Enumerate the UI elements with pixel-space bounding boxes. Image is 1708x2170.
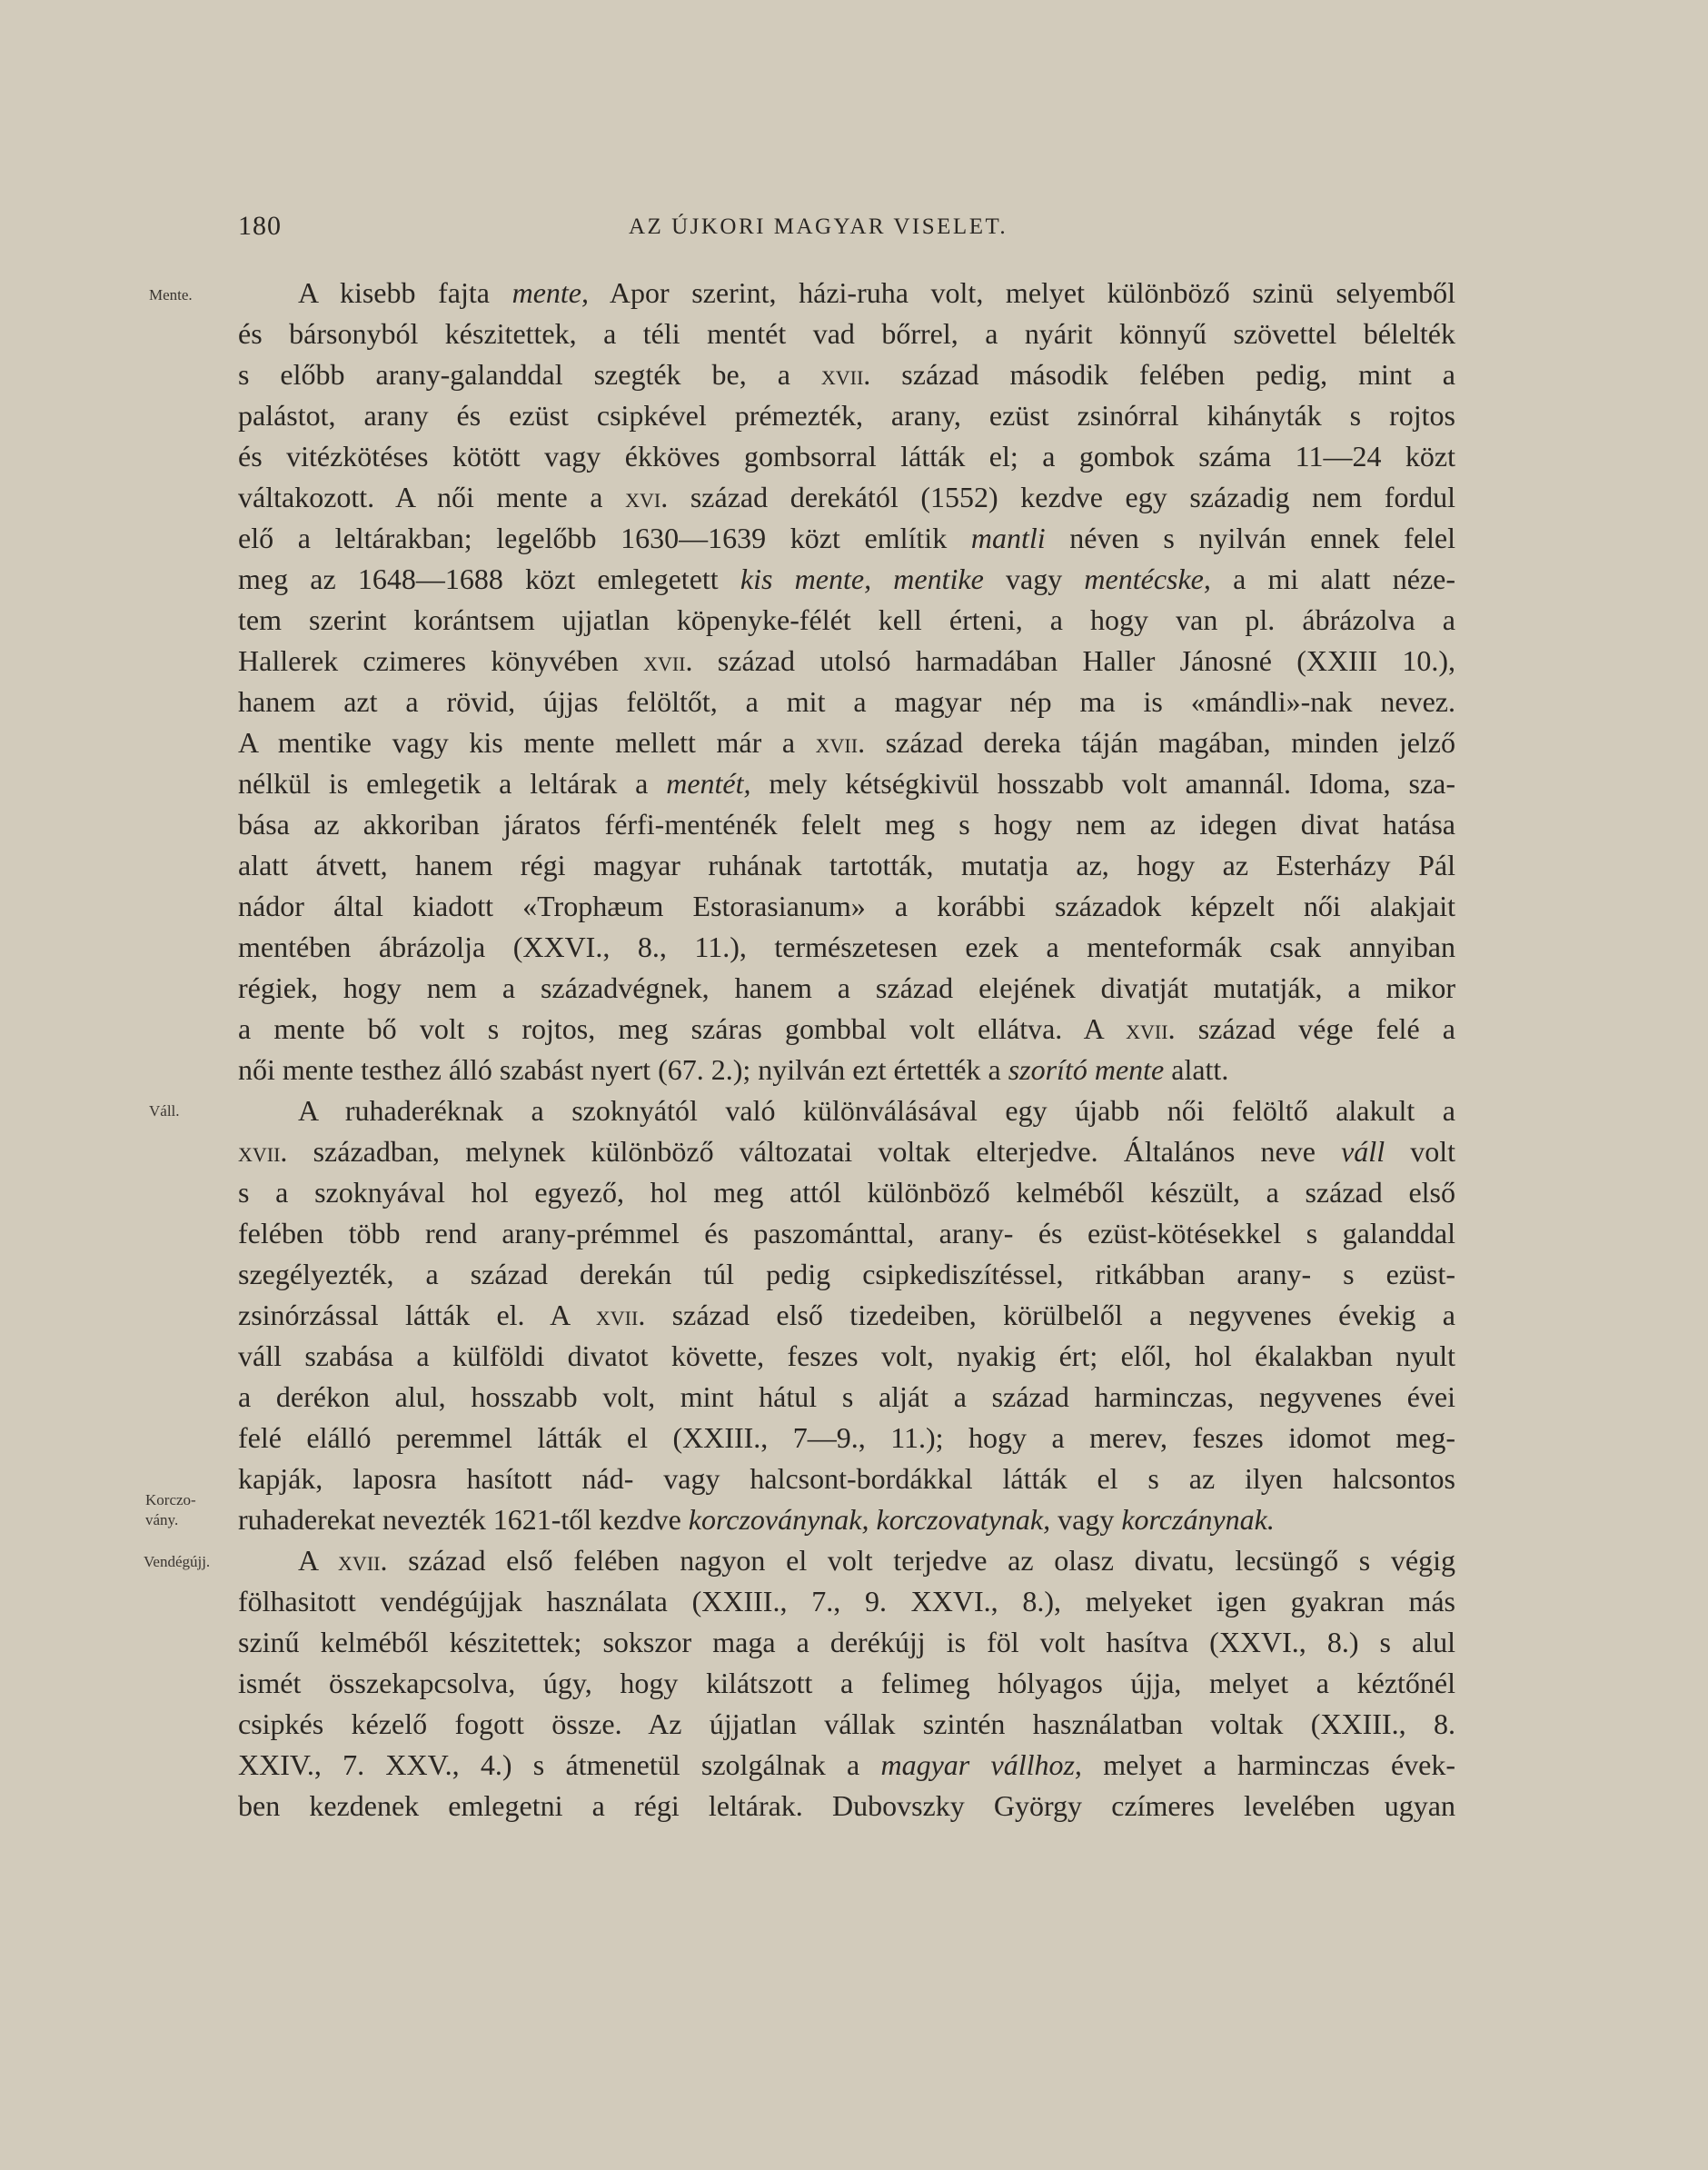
text-line: női mente testhez álló szabást nyert (67. 2.); nyilván ezt értették a szorító mente alatt. — [238, 1053, 1229, 1086]
margin-note-vall: Váll. — [149, 1102, 180, 1120]
text-line: kapják, laposra hasított nád- vagy halcsont-bordákkal látták el s az ilyen halcsontos — [238, 1462, 1455, 1495]
text-line: elő a leltárakban; legelőbb 1630—1639 közt említik mantli néven s nyilván ennek felel — [238, 522, 1456, 554]
text-line: meg az 1648—1688 közt emlegetett kis mente, mentike vagy mentécske, a mi alatt néze- — [238, 562, 1456, 595]
margin-note-vendegujj: Vendégújj. — [144, 1553, 211, 1570]
margin-note-korczovany-line1: Korczo- — [145, 1491, 196, 1508]
text-line: csipkés kézelő fogott össze. Az újjatlan vállak szintén használatban voltak (XXIII., 8. — [238, 1707, 1455, 1740]
text-line: váll szabása a külföldi divatot követte, feszes volt, nyakig ért; elől, hol ékalakban nyult — [238, 1339, 1455, 1372]
text-line: A xvii. század első felében nagyon el volt terjedve az olasz divatu, lecsüngő s végig — [298, 1544, 1456, 1577]
text-line: váltakozott. A női mente a xvi. század derekától (1552) kezdve egy századig nem fordul — [238, 481, 1456, 513]
text-line: palástot, arany és ezüst csipkével prémezték, arany, ezüst zsinórral kihányták s rojtos — [238, 399, 1455, 432]
text-line: nádor által kiadott «Trophæum Estorasianum» a korábbi századok képzelt női alakjait — [238, 890, 1455, 922]
page-header — [238, 211, 1474, 251]
text-line: alatt átvett, hanem régi magyar ruhának tartották, mutatja az, hogy az Esterházy Pál — [238, 849, 1455, 881]
text-line: s a szoknyával hol egyező, hol meg attól különböző kelméből készült, a század első — [238, 1176, 1455, 1209]
text-line: A ruhaderéknak a szoknyától való különválásával egy újabb női felöltő alakult a — [298, 1094, 1455, 1127]
text-line: a derékon alul, hosszabb volt, mint hátul s alját a század harminczas, negyvenes évei — [238, 1380, 1455, 1413]
page-number: 180 — [238, 211, 282, 241]
text-line: felé elálló peremmel látták el (XXIII., 7—9., 11.); hogy a merev, feszes idomot meg- — [238, 1421, 1455, 1454]
text-line: régiek, hogy nem a századvégnek, hanem a század elejének divatját mutatják, a mikor — [238, 971, 1455, 1004]
margin-note-korczovany — [145, 1490, 196, 1530]
text-line: ruhaderekat nevezték 1621-től kezdve korczoványnak, korczovatynak, vagy korczánynak. — [238, 1503, 1275, 1536]
text-line: ismét összekapcsolva, úgy, hogy kilátszott a felimeg hólyagos újja, melyet a kéztőnél — [238, 1667, 1455, 1699]
text-line: ben kezdenek emlegetni a régi leltárak. Dubovszky György czímeres levelében ugyan — [238, 1789, 1455, 1822]
text-line: felében több rend arany-prémmel és paszománttal, arany- és ezüst-kötésekkel s galanddal — [238, 1217, 1455, 1249]
margin-note-korczovany-line2: vány. — [145, 1511, 179, 1528]
text-line: fölhasitott vendégújjak használata (XXIII., 7., 9. XXVI., 8.), melyeket igen gyakran más — [238, 1585, 1455, 1618]
text-line: hanem azt a rövid, újjas felöltőt, a mit a magyar nép ma is «mándli»-nak nevez. — [238, 685, 1455, 718]
text-line: a mente bő volt s rojtos, meg száras gombbal volt ellátva. A xvii. század vége felé a — [238, 1012, 1456, 1045]
text-line: A mentike vagy kis mente mellett már a xvii. század dereka táján magában, minden jelző — [238, 726, 1455, 759]
text-line: A kisebb fajta mente, Apor szerint, házi-ruha volt, melyet különböző szinü selyemből — [298, 276, 1456, 309]
text-line: xvii. században, melynek különböző változatai voltak elterjedve. Általános neve váll volt — [238, 1135, 1456, 1168]
text-line: tem szerint korántsem ujjatlan köpenyke-félét kell érteni, a hogy van pl. ábrázolva a — [238, 603, 1455, 636]
text-line: bása az akkoriban járatos férfi-menténék felelt meg s hogy nem az idegen divat hatása — [238, 808, 1455, 841]
text-line: XXIV., 7. XXV., 4.) s átmenetül szolgálnak a magyar vállhoz, melyet a harminczas évek- — [238, 1748, 1456, 1781]
text-line: zsinórzással látták el. A xvii. század első tizedeiben, körülbelől a negyvenes évekig a — [238, 1299, 1456, 1331]
text-line: szinű kelméből készitettek; sokszor maga a derékújj is föl volt hasítva (XXVI., 8.) s alul — [238, 1626, 1455, 1658]
text-line: nélkül is emlegetik a leltárak a mentét, mely kétségkivül hosszabb volt amannál. Idoma, sza- — [238, 767, 1456, 800]
text-line: Hallerek czimeres könyvében xvii. század utolsó harmadában Haller Jánosné (XXIII 10.), — [238, 644, 1456, 677]
running-title: AZ ÚJKORI MAGYAR VISELET. — [629, 214, 1008, 239]
text-line: szegélyezték, a század derekán túl pedig csipkediszítéssel, ritkábban arany- s ezüst- — [238, 1258, 1455, 1290]
text-line: mentében ábrázolja (XXVI., 8., 11.), természetesen ezek a menteformák csak annyiban — [238, 931, 1455, 963]
text-line: s előbb arany-galanddal szegték be, a xvii. század második felében pedig, mint a — [238, 358, 1455, 391]
body-text — [238, 273, 1455, 1827]
text-line: és bársonyból készitettek, a téli mentét vad bőrrel, a nyárit könnyű szövettel bélelték — [238, 317, 1455, 350]
text-line: és vitézkötéses kötött vagy ékköves gombsorral látták el; a gombok száma 11—24 közt — [238, 440, 1455, 473]
margin-note-mente: Mente. — [149, 286, 193, 304]
